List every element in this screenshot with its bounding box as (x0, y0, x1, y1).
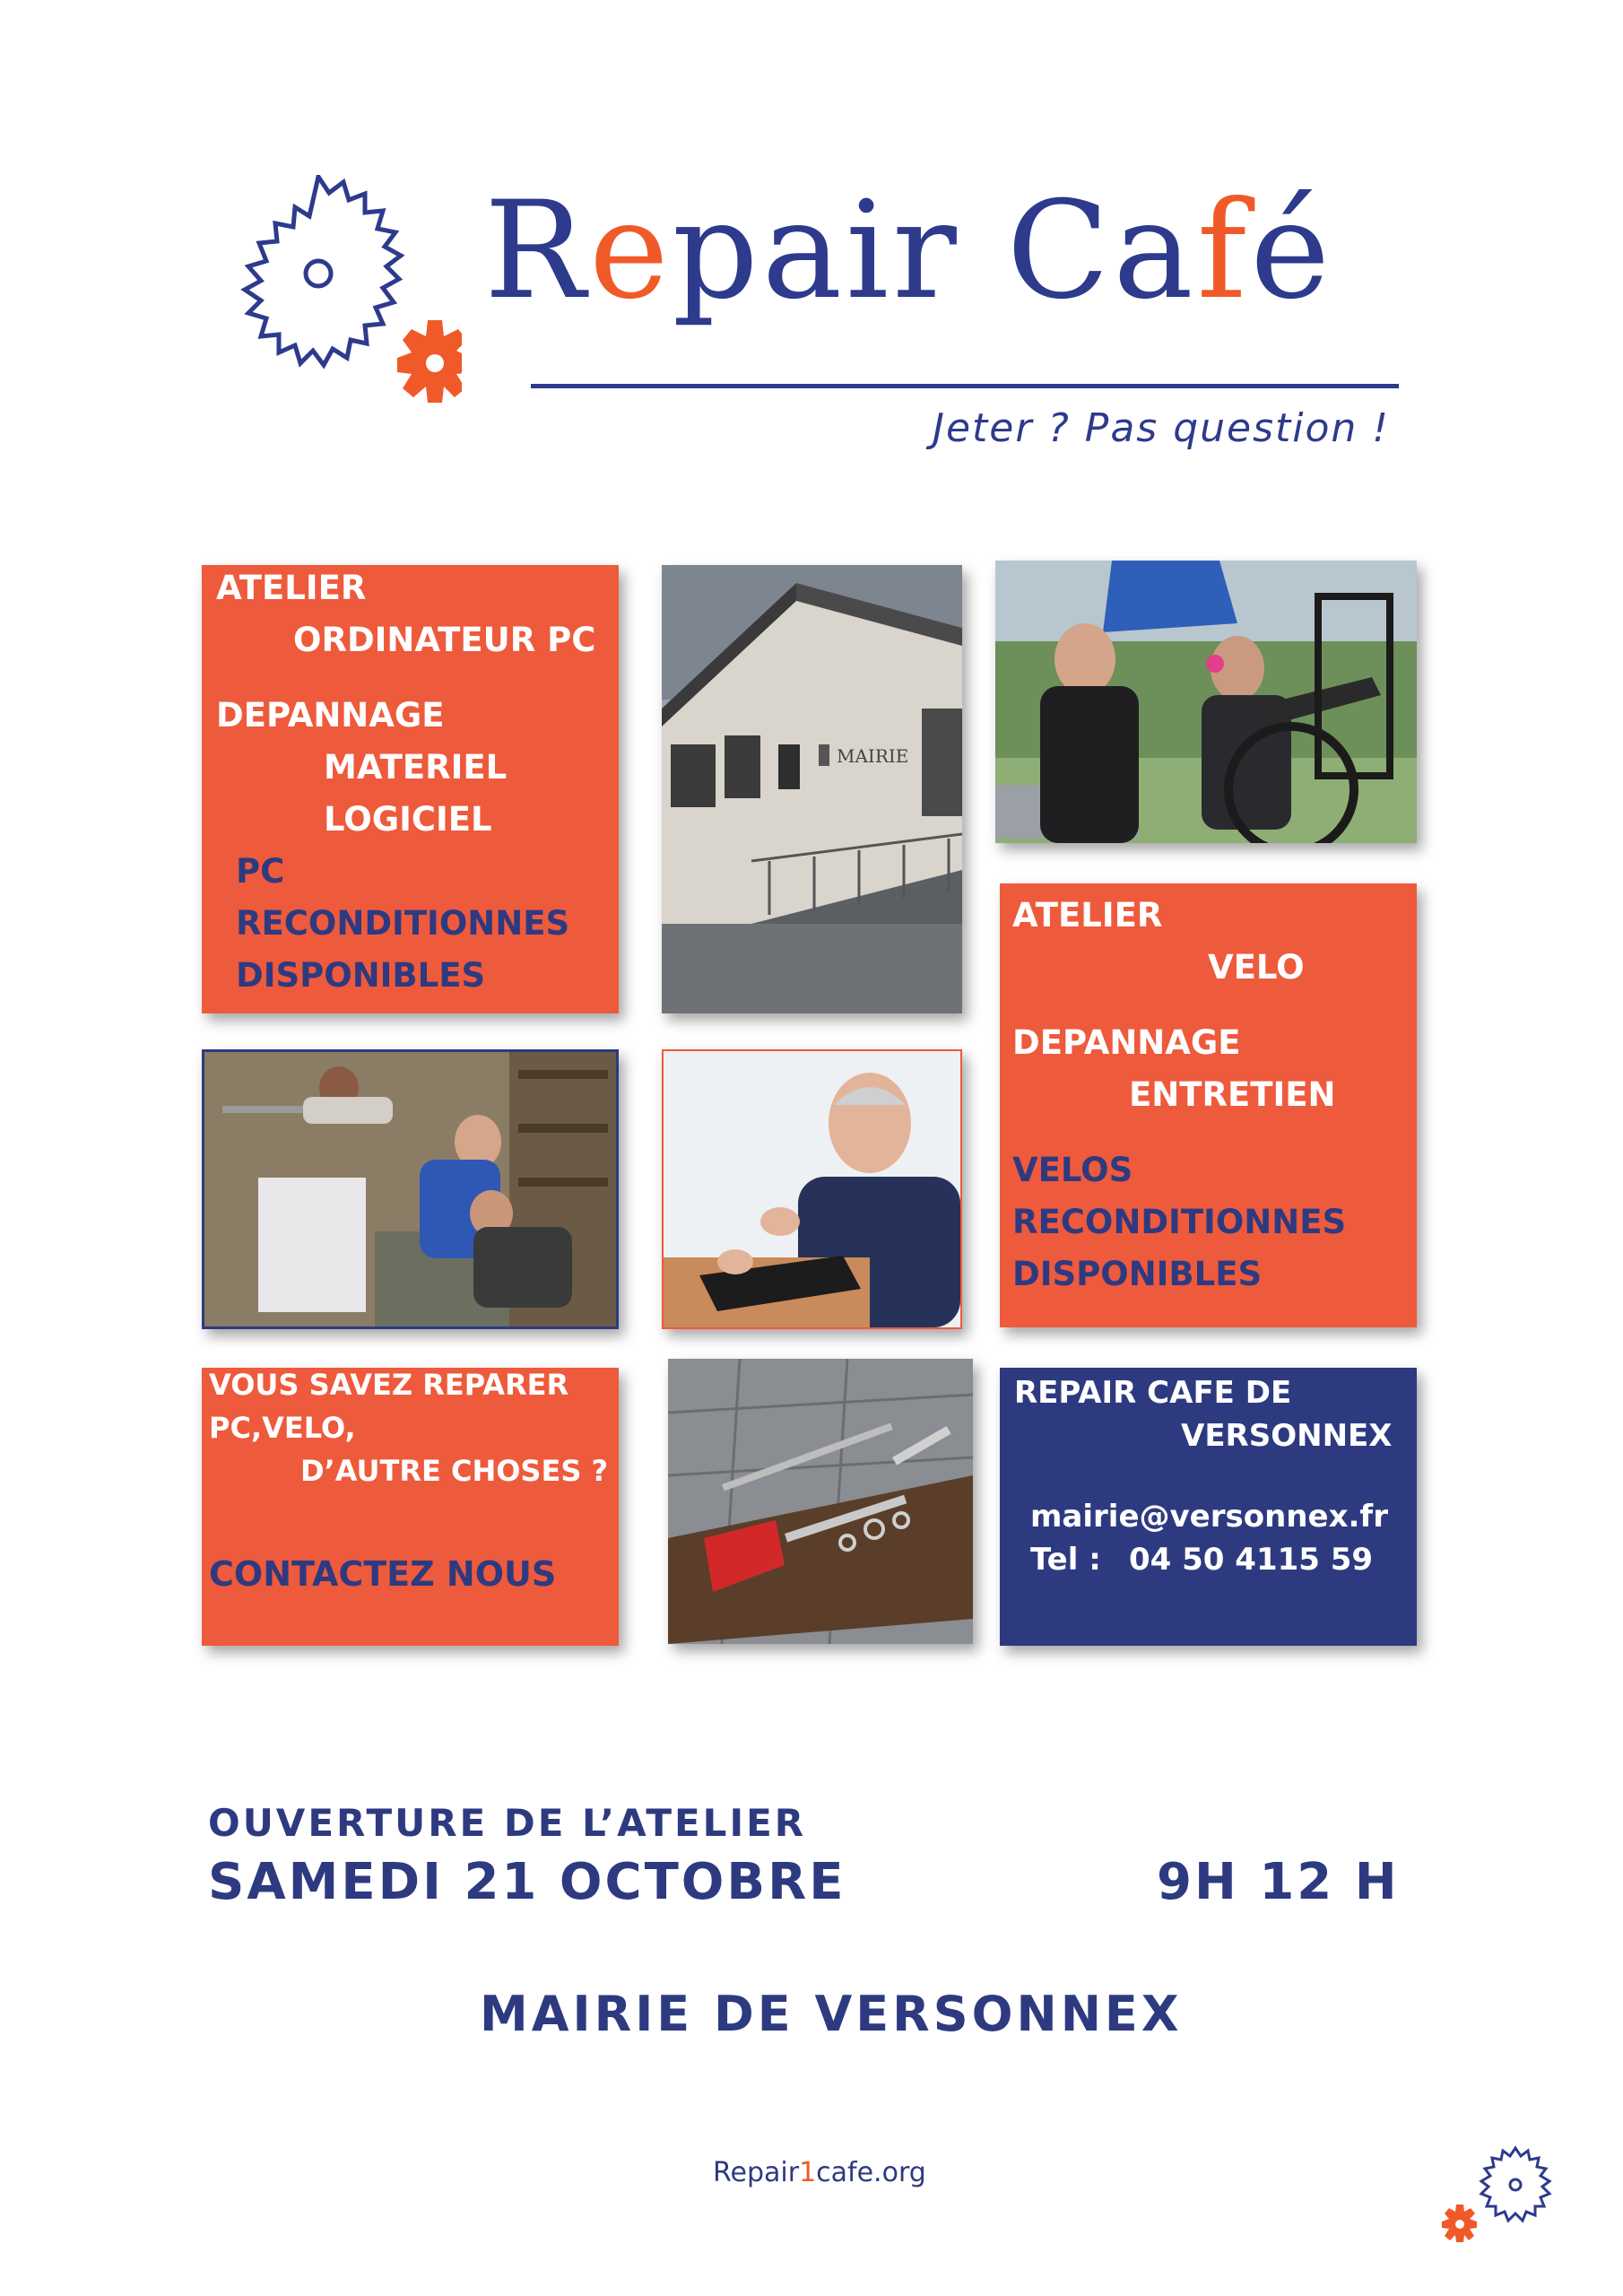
opening-label: OUVERTURE DE L’ATELIER (208, 1801, 807, 1845)
event-time: 9H 12 H (1157, 1853, 1400, 1911)
panel-info-email[interactable]: mairie@versonnex.fr (1030, 1499, 1388, 1535)
panel-velo-line5: VELOS (1012, 1151, 1133, 1189)
small-gear-icon (1426, 2139, 1578, 2256)
panel-atelier-velo (1000, 883, 1417, 1327)
panel-velo-line6: RECONDITIONNES (1012, 1203, 1347, 1241)
panel-contact-line4: CONTACTEZ NOUS (209, 1554, 557, 1594)
panel-pc-line8: DISPONIBLES (236, 956, 486, 995)
panel-contact-line1: VOUS SAVEZ REPARER (209, 1368, 569, 1402)
panel-pc-line5: LOGICIEL (324, 800, 492, 839)
event-place: MAIRIE DE VERSONNEX (480, 1986, 1183, 2042)
photo-computer-user (662, 1049, 962, 1329)
panel-contact-line3: D’AUTRE CHOSES ? (300, 1454, 609, 1488)
panel-pc-line3: DEPANNAGE (216, 696, 445, 735)
panel-velo-line1: ATELIER (1012, 896, 1163, 935)
photo-mairie-building (662, 565, 962, 1013)
brand-title: Repair Café (484, 173, 1334, 329)
panel-velo-line4: ENTRETIEN (1129, 1075, 1336, 1114)
panel-info-line1: REPAIR CAFE DE (1014, 1375, 1292, 1411)
panel-pc-line2: ORDINATEUR PC (293, 621, 596, 659)
panel-info-tel-value[interactable]: 04 50 4115 59 (1129, 1542, 1374, 1578)
tagline: Jeter ? Pas question ! (933, 405, 1390, 451)
photo-bike-repair (995, 561, 1417, 843)
mairie-sign-text: MAIRIE (837, 745, 909, 767)
panel-atelier-pc (202, 565, 619, 1013)
panel-pc-line6: PC (236, 852, 285, 891)
panel-info-tel-label: Tel : (1030, 1542, 1101, 1578)
panel-pc-line7: RECONDITIONNES (236, 904, 570, 943)
gear-logo-icon (193, 175, 462, 444)
panel-info-line2: VERSONNEX (1181, 1418, 1393, 1454)
panel-velo-line7: DISPONIBLES (1012, 1255, 1263, 1293)
panel-pc-line4: MATERIEL (324, 748, 508, 787)
brand-underline (531, 384, 1399, 388)
photo-appliance-repair (202, 1049, 619, 1329)
panel-velo-line3: DEPANNAGE (1012, 1023, 1241, 1062)
website-link[interactable]: Repair1cafe.org (713, 2157, 926, 2188)
event-date: SAMEDI 21 OCTOBRE (208, 1853, 846, 1911)
panel-contact-line2: PC,VELO, (209, 1411, 356, 1445)
panel-info (1000, 1368, 1417, 1646)
panel-pc-line1: ATELIER (216, 569, 367, 607)
panel-velo-line2: VELO (1208, 948, 1305, 987)
photo-tools (668, 1359, 973, 1644)
panel-contact (202, 1368, 619, 1646)
